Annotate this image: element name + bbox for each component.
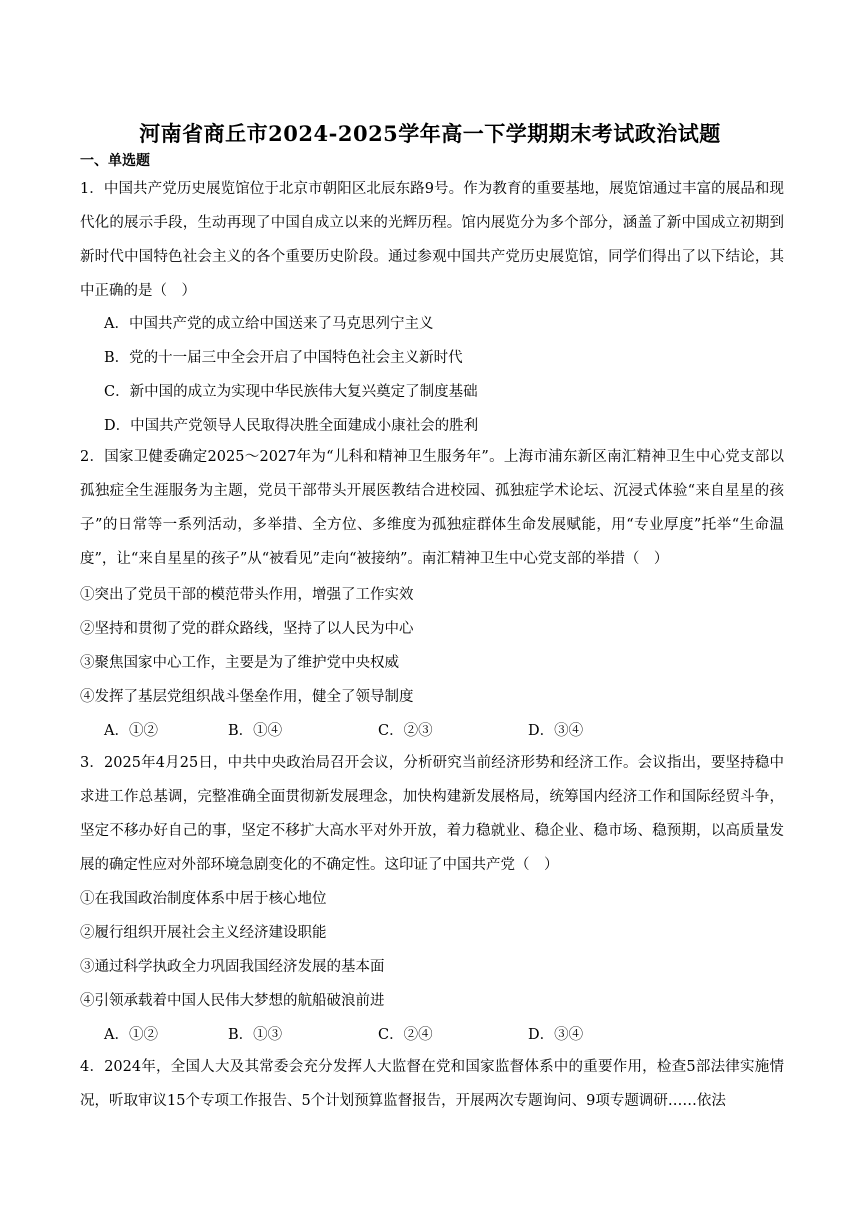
question-3-statement-4: ④引领承载着中国人民伟大梦想的航船破浪前进 (80, 993, 385, 1009)
question-2-stem: 2．国家卫健委确定2025～2027年为“儿科和精神卫生服务年”。上海市浦东新区南汇精神卫生中心党支部以孤独症全生涯服务为主题，党员干部带头开展医教结合进校园、孤独症学术论坛、沉浸式体验“来自星星的孩子”的日常等一系列活动，多举措、全方位、多维度为孤独症群体生命发展赋能，用“专业厚度”托举“生命温度”，让“来自星星的孩子”从“被看见”走向“被接纳”。南汇精神卫生中心党支部的举措（ ） (80, 449, 784, 567)
page-title: 河南省商丘市2024-2025学年高一下学期期末考试政治试题 (139, 121, 721, 146)
question-2-statement-4: ④发挥了基层党组织战斗堡垒作用，健全了领导制度 (80, 689, 414, 705)
question-3-option-b: B．①③ (228, 1027, 283, 1043)
question-3-statement-3: ③通过科学执政全力巩固我国经济发展的基本面 (80, 959, 385, 975)
question-2-option-d: D．③④ (528, 723, 584, 739)
question-2-option-c: C．②③ (378, 723, 433, 739)
question-3-option-a: A．①② (104, 1027, 158, 1043)
section-heading: 一、单选题 (80, 153, 150, 169)
question-2-option-b: B．①④ (228, 723, 283, 739)
question-1-option-c: C．新中国的成立为实现中华民族伟大复兴奠定了制度基础 (104, 384, 478, 400)
question-3-stem: 3．2025年4月25日，中共中央政治局召开会议，分析研究当前经济形势和经济工作。会议指出，要坚持稳中求进工作总基调，完整准确全面贯彻新发展理念，加快构建新发展格局，统筹国内经济工作和国际经贸斗争，坚定不移办好自己的事，坚定不移扩大高水平对外开放，着力稳就业、稳企业、稳市场、稳预期，以高质量发展的确定性应对外部环境急剧变化的不确定性。这印证了中国共产党（ ） (80, 755, 784, 873)
question-3-statement-1: ①在我国政治制度体系中居于核心地位 (80, 891, 327, 907)
question-1-option-b: B．党的十一届三中全会开启了中国特色社会主义新时代 (104, 350, 463, 366)
question-2-statement-1: ①突出了党员干部的模范带头作用，增强了工作实效 (80, 587, 414, 603)
question-3-option-c: C．②④ (378, 1027, 433, 1043)
question-3-option-d: D．③④ (528, 1027, 584, 1043)
question-2-statement-2: ②坚持和贯彻了党的群众路线，坚持了以人民为中心 (80, 621, 414, 637)
question-1-option-d: D．中国共产党领导人民取得决胜全面建成小康社会的胜利 (104, 418, 479, 434)
question-1-option-a: A．中国共产党的成立给中国送来了马克思列宁主义 (104, 316, 434, 332)
question-4-stem: 4．2024年，全国人大及其常委会充分发挥人大监督在党和国家监督体系中的重要作用，检查5部法律实施情况，听取审议15个专项工作报告、5个计划预算监督报告，开展两次专题询问、9项专题调研……依法 (80, 1059, 784, 1109)
question-3-statement-2: ②履行组织开展社会主义经济建设职能 (80, 925, 327, 941)
question-2-statement-3: ③聚焦国家中心工作，主要是为了维护党中央权威 (80, 655, 399, 671)
question-1-stem: 1．中国共产党历史展览馆位于北京市朝阳区北辰东路9号。作为教育的重要基地，展览馆通过丰富的展品和现代化的展示手段，生动再现了中国自成立以来的光辉历程。馆内展览分为多个部分，涵盖了新中国成立初期到新时代中国特色社会主义的各个重要历史阶段。通过参观中国共产党历史展览馆，同学们得出了以下结论，其中正确的是（ ） (80, 181, 784, 299)
question-2-option-a: A．①② (104, 723, 158, 739)
